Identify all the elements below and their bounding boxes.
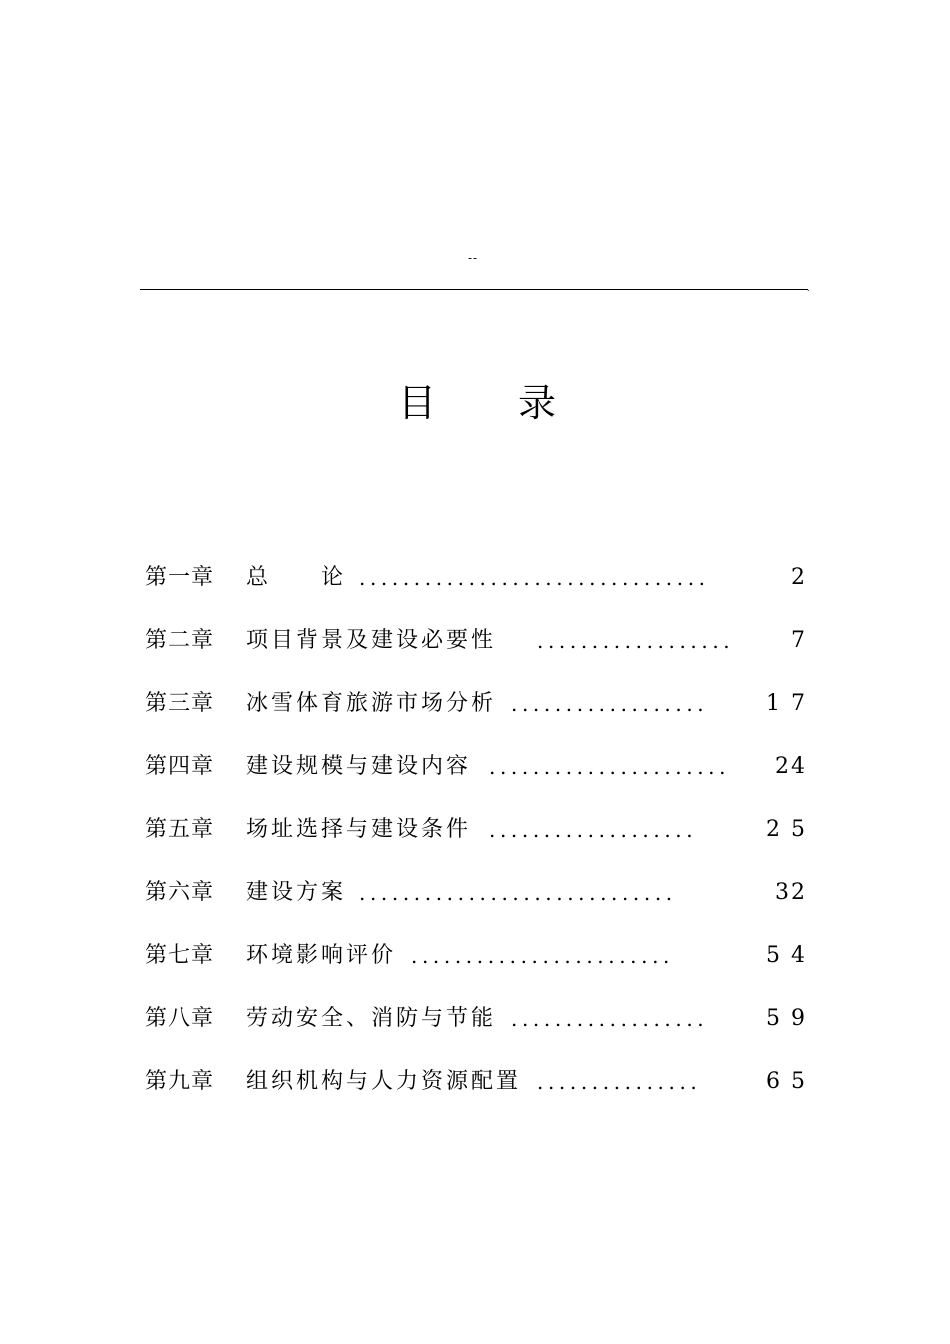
toc-chapter-label: 第八章 [145, 1006, 215, 1031]
toc-page-number: 2 5 [766, 817, 807, 842]
toc-entry-5[interactable] [145, 810, 807, 873]
toc-title-char-1: 目 [398, 381, 437, 425]
toc-leader-dots: ...................... [489, 755, 731, 779]
toc-chapter-label: 第四章 [145, 754, 215, 779]
toc-leader-dots: .................. [511, 1007, 709, 1031]
header-rule [140, 289, 808, 290]
toc-entry-7[interactable] [145, 936, 807, 999]
toc-leader-dots: .................. [537, 629, 735, 653]
toc-chapter-name: 建设方案 [246, 880, 347, 905]
toc-leader-dots: ................................ [359, 566, 710, 590]
toc-chapter-name: 冰雪体育旅游市场分析 [246, 691, 497, 716]
toc-leader-dots: ................... [489, 818, 698, 842]
toc-chapter-label: 第三章 [145, 691, 215, 716]
toc-page-number: 7 [791, 628, 807, 653]
toc-chapter-name: 建设规模与建设内容 [246, 754, 472, 779]
toc-entry-9[interactable] [145, 1062, 807, 1125]
page-header-mark: -- [468, 251, 479, 265]
toc-entry-2[interactable] [145, 621, 807, 684]
toc-title [398, 378, 568, 428]
toc-chapter-name: 组织机构与人力资源配置 [246, 1069, 522, 1094]
toc-page-number: 5 4 [766, 943, 807, 968]
toc-leader-dots: ............... [537, 1070, 702, 1094]
toc-entry-3[interactable] [145, 684, 807, 747]
toc-list [145, 558, 807, 1125]
header-rule-end-mark: . [807, 284, 810, 293]
toc-entry-6[interactable] [145, 873, 807, 936]
toc-leader-dots: ........................ [411, 944, 674, 968]
toc-page-number: 2 [791, 565, 807, 590]
toc-entry-4[interactable] [145, 747, 807, 810]
toc-chapter-label: 第七章 [145, 943, 215, 968]
toc-chapter-label: 第五章 [145, 817, 215, 842]
toc-chapter-label: 第一章 [145, 565, 215, 590]
toc-chapter-name: 总 论 [246, 565, 347, 590]
toc-title-char-2: 录 [518, 381, 557, 425]
toc-page-number: 6 5 [766, 1069, 807, 1094]
toc-chapter-name: 环境影响评价 [246, 943, 397, 968]
toc-chapter-name: 场址选择与建设条件 [246, 817, 472, 842]
toc-chapter-label: 第九章 [145, 1069, 215, 1094]
toc-entry-8[interactable] [145, 999, 807, 1062]
toc-page-number: 1 7 [766, 691, 807, 716]
toc-page-number: 5 9 [766, 1006, 807, 1031]
toc-chapter-name: 项目背景及建设必要性 [246, 628, 497, 653]
toc-chapter-label: 第二章 [145, 628, 215, 653]
toc-chapter-name: 劳动安全、消防与节能 [246, 1006, 497, 1031]
toc-entry-1[interactable] [145, 558, 807, 621]
toc-page-number: 32 [775, 880, 807, 905]
toc-leader-dots: ............................. [359, 881, 677, 905]
toc-chapter-label: 第六章 [145, 880, 215, 905]
toc-page-number: 24 [775, 754, 807, 779]
toc-leader-dots: .................. [511, 692, 709, 716]
